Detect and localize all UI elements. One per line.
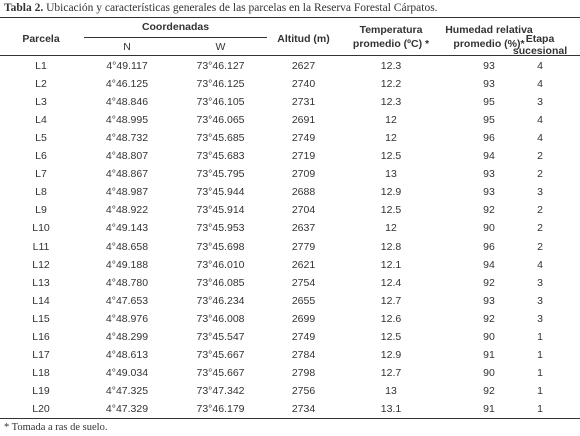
cell-altitud: 2719 — [291, 150, 316, 163]
cell-w: 73°45.944 — [196, 186, 245, 199]
cell-w: 73°45.914 — [196, 204, 245, 217]
cell-temperatura: 12.5 — [380, 204, 402, 217]
cell-parcela: L4 — [35, 114, 47, 127]
cell-humedad: 90 — [483, 330, 495, 343]
table-row — [0, 238, 580, 257]
table-row — [0, 219, 580, 238]
cell-altitud: 2621 — [291, 258, 316, 271]
cell-n: 4°48.867 — [105, 168, 149, 181]
cell-parcela: L11 — [32, 240, 50, 253]
cell-w: 73°45.953 — [196, 222, 245, 235]
table-row — [0, 147, 580, 166]
cell-temperatura: 12.3 — [380, 96, 402, 109]
cell-humedad: 92 — [483, 276, 495, 289]
header-n: N — [123, 41, 131, 53]
cell-altitud: 2754 — [291, 276, 316, 289]
cell-temperatura: 12.4 — [380, 276, 402, 289]
cell-n: 4°48.976 — [105, 312, 149, 325]
cell-humedad: 94 — [483, 258, 495, 271]
cell-temperatura: 13 — [385, 168, 397, 181]
cell-n: 4°48.987 — [105, 186, 149, 199]
cell-altitud: 2784 — [291, 348, 316, 361]
cell-parcela: L17 — [32, 348, 50, 361]
cell-etapa: 1 — [537, 366, 543, 379]
cell-etapa: 3 — [537, 294, 543, 307]
header-etapa: Etapa sucesional — [512, 33, 568, 57]
cell-parcela: L18 — [32, 366, 50, 379]
cell-n: 4°48.299 — [105, 330, 149, 343]
cell-etapa: 1 — [537, 384, 543, 397]
cell-w: 73°45.667 — [196, 366, 245, 379]
cell-temperatura: 12.5 — [380, 150, 402, 163]
header-humedad-line1: Humedad relativa — [445, 24, 533, 36]
coordenadas-subrule — [84, 37, 267, 38]
table-caption-label: Tabla 2. — [4, 2, 44, 14]
cell-parcela: L6 — [35, 150, 47, 163]
cell-humedad: 96 — [483, 132, 495, 145]
cell-w: 73°46.234 — [196, 294, 245, 307]
header-parcela: Parcela — [22, 33, 60, 45]
cell-parcela: L10 — [32, 222, 50, 235]
cell-temperatura: 12.6 — [380, 312, 402, 325]
cell-n: 4°48.995 — [105, 114, 149, 127]
cell-etapa: 2 — [537, 150, 543, 163]
table-row — [0, 310, 580, 329]
cell-n: 4°49.117 — [106, 60, 148, 72]
cell-etapa: 1 — [537, 348, 543, 361]
cell-parcela: L5 — [35, 132, 47, 145]
table-row — [0, 382, 580, 401]
cell-parcela: L7 — [35, 168, 47, 181]
cell-etapa: 2 — [537, 168, 543, 181]
cell-humedad: 92 — [483, 384, 495, 397]
cell-temperatura: 12 — [385, 222, 397, 235]
cell-w: 73°45.685 — [196, 132, 245, 145]
cell-n: 4°48.613 — [105, 348, 149, 361]
table-row — [0, 111, 580, 130]
table-row — [0, 75, 580, 94]
cell-n: 4°47.329 — [105, 402, 149, 415]
cell-etapa: 3 — [537, 96, 543, 109]
cell-humedad: 92 — [483, 204, 495, 217]
cell-temperatura: 12.9 — [380, 186, 402, 199]
header-w: W — [215, 41, 226, 53]
cell-parcela: L12 — [32, 258, 50, 271]
cell-altitud: 2655 — [291, 294, 316, 307]
cell-w: 73°46.065 — [196, 114, 245, 127]
cell-altitud: 2740 — [291, 78, 316, 91]
header-temperatura-line1: Temperatura — [359, 24, 423, 36]
cell-humedad: 94 — [483, 150, 495, 163]
cell-w: 73°45.795 — [196, 168, 245, 181]
cell-parcela: L8 — [35, 186, 47, 199]
cell-altitud: 2749 — [291, 330, 316, 343]
cell-n: 4°47.325 — [105, 384, 149, 397]
cell-n: 4°48.807 — [105, 150, 149, 163]
table-row — [0, 274, 580, 293]
cell-humedad: 93 — [483, 186, 495, 199]
cell-temperatura: 12.5 — [380, 330, 402, 343]
cell-temperatura: 12.1 — [380, 258, 402, 271]
cell-n: 4°48.922 — [105, 204, 149, 217]
cell-parcela: L19 — [32, 384, 50, 397]
table-row — [0, 93, 580, 112]
cell-etapa: 2 — [537, 204, 543, 217]
cell-parcela: L16 — [32, 330, 50, 343]
cell-parcela: L2 — [35, 78, 47, 91]
cell-etapa: 4 — [537, 132, 543, 145]
cell-humedad: 95 — [483, 114, 495, 127]
table-caption-text: Ubicación y características generales de las parcelas en la Reserva Forestal Cárpatos. — [43, 2, 438, 14]
cell-w: 73°45.683 — [196, 150, 245, 163]
cell-n: 4°49.034 — [105, 366, 149, 379]
cell-humedad: 96 — [483, 240, 495, 253]
table-row — [0, 129, 580, 148]
cell-temperatura: 12.7 — [380, 294, 402, 307]
cell-n: 4°48.732 — [105, 132, 149, 145]
cell-n: 4°48.658 — [105, 240, 149, 253]
cell-etapa: 4 — [537, 60, 543, 72]
table-row — [0, 57, 580, 76]
cell-w: 73°46.127 — [196, 60, 245, 72]
cell-parcela: L14 — [32, 294, 50, 307]
table-footnote: * Tomada a ras de suelo. — [4, 422, 108, 433]
cell-parcela: L13 — [32, 276, 50, 289]
cell-altitud: 2779 — [291, 240, 316, 253]
cell-n: 4°49.188 — [105, 258, 149, 271]
cell-parcela: L20 — [32, 402, 50, 415]
header-altitud: Altitud (m) — [277, 33, 330, 45]
table-row — [0, 400, 580, 419]
cell-etapa: 4 — [537, 114, 543, 127]
cell-parcela: L9 — [35, 204, 47, 217]
cell-altitud: 2731 — [291, 96, 316, 109]
header-coordenadas: Coordenadas — [141, 21, 210, 33]
cell-humedad: 90 — [483, 222, 495, 235]
cell-w: 73°47.342 — [196, 384, 245, 397]
cell-w: 73°46.085 — [196, 276, 245, 289]
table-caption — [4, 2, 438, 14]
cell-n: 4°49.143 — [105, 222, 149, 235]
cell-altitud: 2691 — [291, 114, 316, 127]
cell-altitud: 2734 — [291, 402, 316, 415]
cell-altitud: 2798 — [291, 366, 316, 379]
cell-w: 73°46.125 — [196, 78, 245, 91]
cell-altitud: 2688 — [291, 186, 316, 199]
cell-temperatura: 12.7 — [380, 366, 402, 379]
cell-n: 4°46.125 — [105, 78, 149, 91]
cell-w: 73°46.105 — [196, 96, 245, 109]
cell-w: 73°45.667 — [196, 348, 245, 361]
table-row — [0, 201, 580, 220]
cell-w: 73°45.698 — [196, 240, 245, 253]
table-bottom-rule — [0, 418, 580, 419]
cell-etapa: 3 — [537, 186, 543, 199]
header-humedad-line2: promedio (%)* — [453, 38, 525, 50]
cell-etapa: 3 — [537, 312, 543, 325]
cell-etapa: 3 — [537, 276, 543, 289]
cell-humedad: 95 — [483, 96, 495, 109]
cell-temperatura: 13.1 — [380, 402, 402, 415]
table-row — [0, 292, 580, 311]
table-row — [0, 346, 580, 365]
cell-w: 73°46.179 — [196, 402, 245, 415]
cell-temperatura: 12 — [385, 114, 397, 127]
cell-w: 73°45.547 — [196, 330, 245, 343]
cell-etapa: 1 — [537, 330, 543, 343]
cell-humedad: 93 — [483, 78, 495, 91]
cell-temperatura: 12.2 — [380, 78, 402, 91]
cell-humedad: 93 — [483, 168, 495, 181]
cell-n: 4°48.846 — [105, 96, 149, 109]
cell-altitud: 2709 — [291, 168, 316, 181]
cell-humedad: 93 — [483, 294, 495, 307]
cell-n: 4°48.780 — [105, 276, 149, 289]
cell-humedad: 92 — [483, 312, 495, 325]
cell-w: 73°46.010 — [196, 258, 245, 271]
cell-altitud: 2637 — [291, 222, 316, 235]
cell-etapa: 4 — [537, 78, 543, 91]
cell-altitud: 2699 — [291, 312, 316, 325]
cell-w: 73°46.008 — [196, 312, 245, 325]
cell-n: 4°47.653 — [105, 294, 149, 307]
cell-temperatura: 12.8 — [380, 240, 402, 253]
cell-humedad: 93 — [483, 60, 495, 72]
cell-parcela: L3 — [35, 96, 47, 109]
table-row — [0, 165, 580, 184]
cell-etapa: 2 — [537, 222, 543, 235]
cell-temperatura: 12 — [385, 132, 397, 145]
cell-altitud: 2749 — [291, 132, 316, 145]
cell-humedad: 90 — [483, 366, 495, 379]
table-row — [0, 256, 580, 275]
cell-altitud: 2704 — [291, 204, 316, 217]
cell-altitud: 2627 — [291, 60, 316, 72]
cell-parcela: L15 — [32, 312, 50, 325]
header-bottom-rule — [0, 55, 580, 56]
cell-humedad: 91 — [483, 348, 495, 361]
cell-temperatura: 12.3 — [380, 60, 402, 72]
cell-temperatura: 13 — [385, 384, 397, 397]
cell-etapa: 2 — [537, 240, 543, 253]
cell-humedad: 91 — [483, 402, 495, 415]
table-row — [0, 183, 580, 202]
table-row — [0, 364, 580, 383]
cell-etapa: 4 — [537, 258, 543, 271]
table-row — [0, 328, 580, 347]
table-top-rule — [0, 17, 580, 18]
cell-etapa: 1 — [537, 402, 543, 415]
header-temperatura-line2: promedio (ºC) * — [352, 38, 430, 50]
cell-parcela: L1 — [35, 60, 47, 72]
cell-altitud: 2756 — [291, 384, 316, 397]
cell-temperatura: 12.9 — [380, 348, 402, 361]
